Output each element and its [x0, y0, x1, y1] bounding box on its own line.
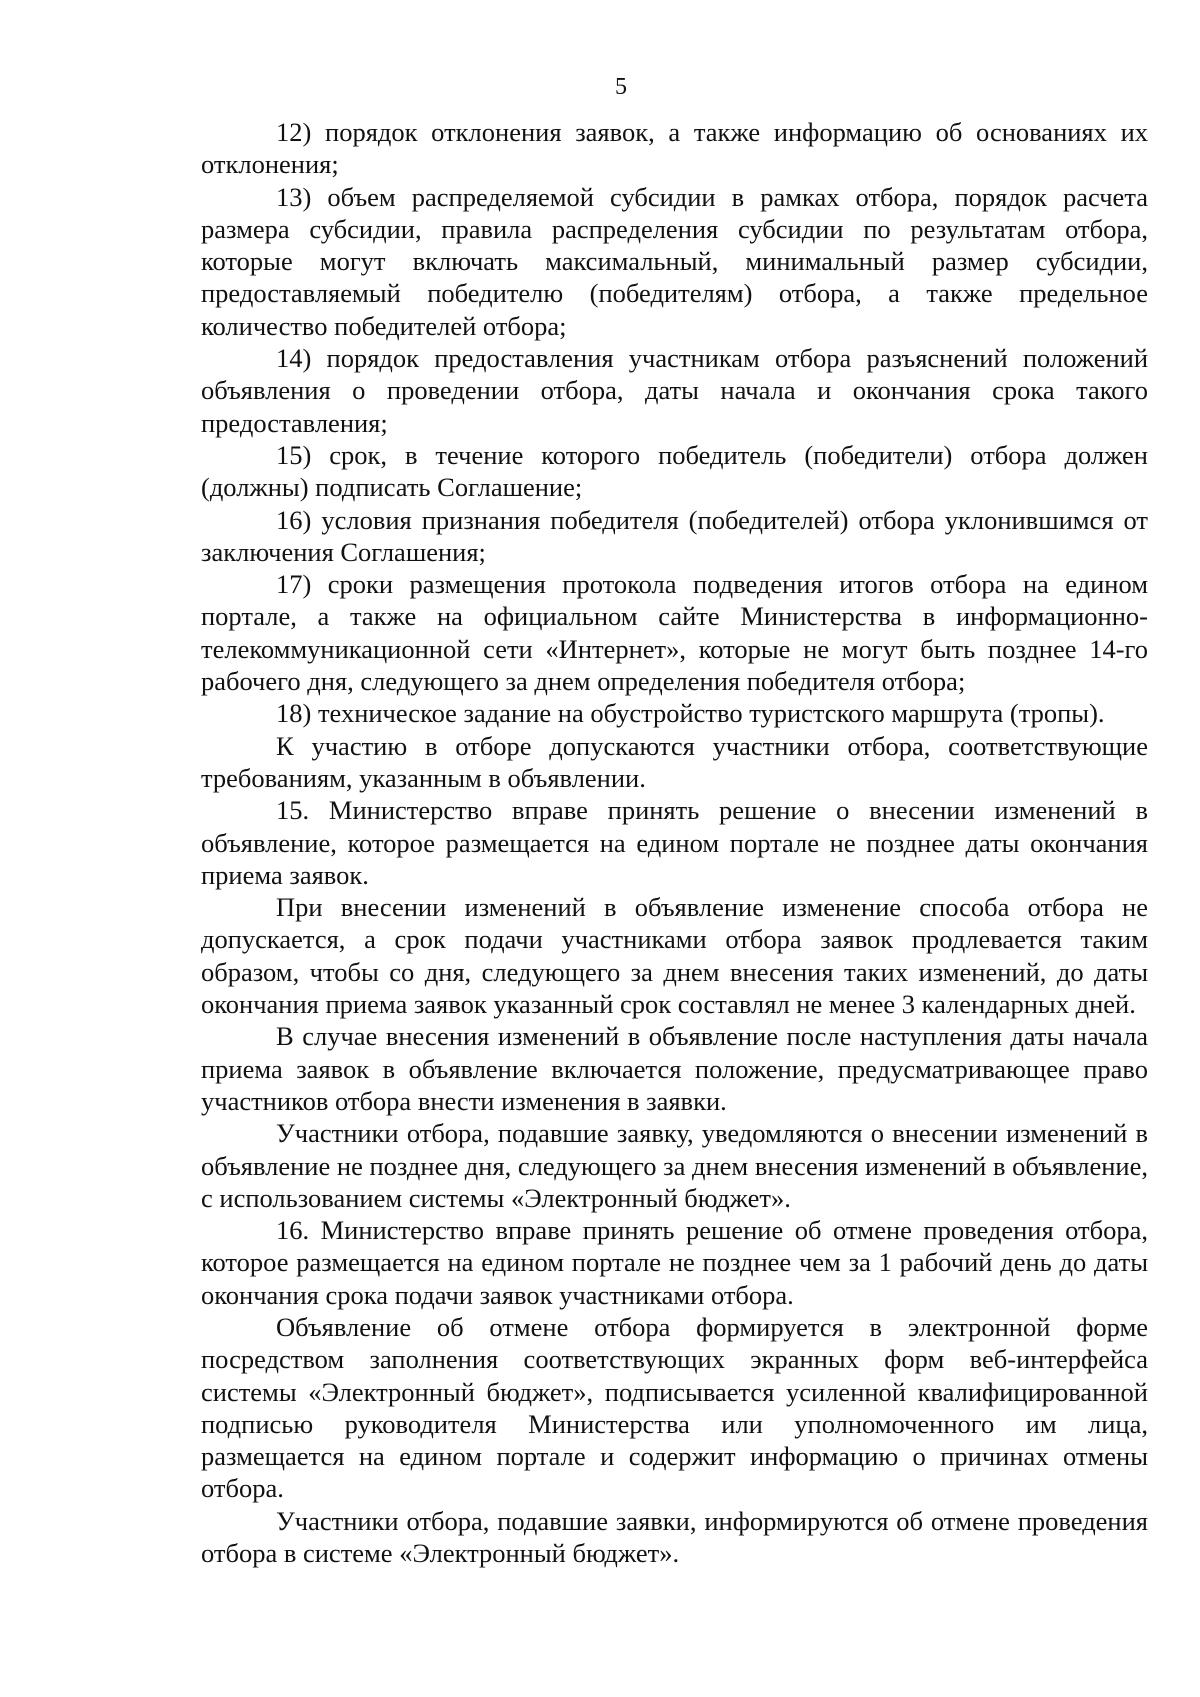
page-number: 5 — [615, 74, 627, 100]
paragraph-cancellation-notice: Объявление об отмене отбора формируется в электронной форме посредством заполнения соответствующих экранных форм веб-интерфейса системы «Электронный бюджет», подписывается усиленной квалифицированной подписью руководителя Министерства или уполномоченного им лица, размещается на едином портале и содержит информацию о причинах отмены отбора. — [201, 1311, 1148, 1504]
paragraph-participants-notified: Участники отбора, подавшие заявку, уведомляются о внесении изменений в объявление не позднее дня, следующего за днем внесения изменений в объявление, с использованием системы «Электронный бюджет». — [201, 1118, 1148, 1213]
paragraph-item-13: 13) объем распределяемой субсидии в рамках отбора, порядок расчета размера субсидии, правила распределения субсидии по результатам отбора, которые могут включать максимальный, минимальный размер субсидии, предоставляемый победителю (победителям) отбора, а также предельное количество победителей отбора; — [201, 181, 1148, 341]
paragraph-section-16: 16. Министерство вправе принять решение об отмене проведения отбора, которое размещается на едином портале не позднее чем за 1 рабочий день до даты окончания срока подачи заявок участниками отбора. — [201, 1215, 1148, 1310]
paragraph-item-15: 15) срок, в течение которого победитель (победители) отбора должен (должны) подписать Соглашение; — [201, 439, 1148, 503]
paragraph-changes-method: При внесении изменений в объявление изменение способа отбора не допускается, а срок подачи участниками отбора заявок продлевается таким образом, чтобы со дня, следующего за днем внесения таких изменений, до даты окончания приема заявок указанный срок составлял не менее 3 календарных дней. — [201, 892, 1148, 1020]
paragraph-participants-informed: Участники отбора, подавшие заявки, информируются об отмене проведения отбора в системе «Электронный бюджет». — [201, 1505, 1148, 1569]
paragraph-item-14: 14) порядок предоставления участникам отбора разъяснений положений объявления о проведении отбора, даты начала и окончания срока такого предоставления; — [201, 343, 1148, 438]
paragraph-changes-after-start: В случае внесения изменений в объявление после наступления даты начала приема заявок в объявление включается положение, предусматривающее право участников отбора внести изменения в заявки. — [201, 1021, 1148, 1116]
paragraph-item-12: 12) порядок отклонения заявок, а также информацию об основаниях их отклонения; — [201, 117, 1148, 180]
paragraph-item-18: 18) техническое задание на обустройство туристского маршрута (тропы). — [276, 698, 1105, 729]
document-body — [201, 116, 1148, 1569]
paragraph-admission: К участию в отборе допускаются участники отбора, соответствующие требованиям, указанным в объявлении. — [201, 730, 1148, 793]
paragraph-item-16: 16) условия признания победителя (победителей) отбора уклонившимся от заключения Соглашения; — [201, 504, 1148, 567]
paragraph-section-15: 15. Министерство вправе принять решение о внесении изменений в объявление, которое размещается на едином портале не позднее даты окончания приема заявок. — [201, 795, 1148, 890]
paragraph-item-17: 17) сроки размещения протокола подведения итогов отбора на едином портале, а также на официальном сайте Министерства в информационно-телекоммуникационной сети «Интернет», которые не могут быть позднее 14-го рабочего дня, следующего за днем определения победителя отбора; — [201, 569, 1148, 697]
